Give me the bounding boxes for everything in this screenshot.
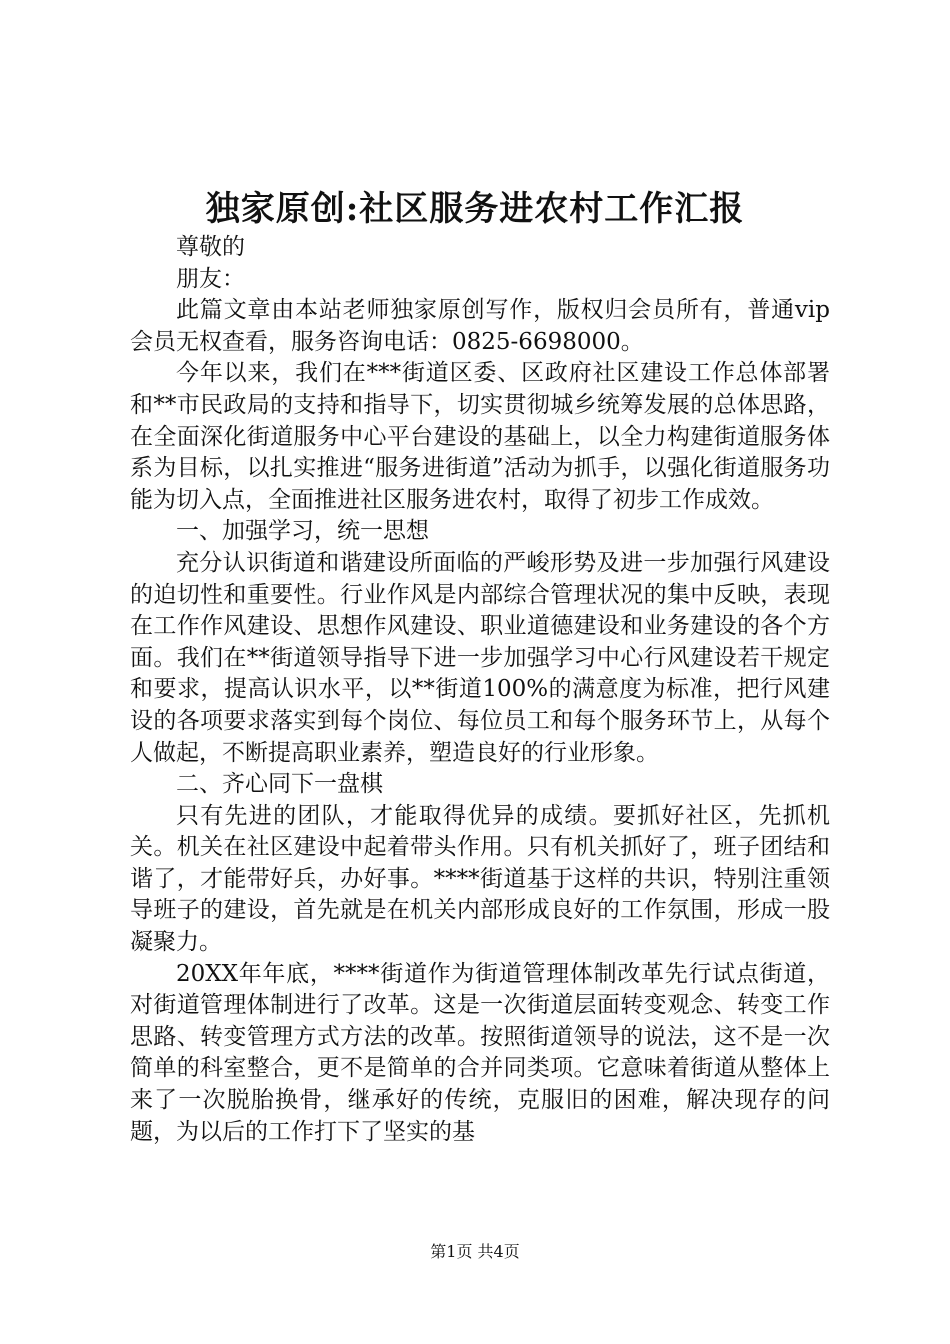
section-heading-1: 一、加强学习，统一思想 xyxy=(176,518,429,545)
section-2-paragraph: 只有先进的团队，才能取得优异的成绩。要抓好社区，先抓机关。机关在社区建设中起着带头作用。只有机关抓好了，班子团结和谐了，才能带好兵，办好事。****街道基于这样的共识，特别注重领导班子的建设，首先就是在机关内部形成良好的工作氛围，形成一股凝聚力。 xyxy=(130,802,830,956)
document-title: 独家原创:社区服务进农村工作汇报 xyxy=(205,189,745,229)
intro-paragraph: 今年以来，我们在***街道区委、区政府社区建设工作总体部署和**市民政局的支持和指导下，切实贯彻城乡统筹发展的总体思路，在全面深化街道服务中心平台建设的基础上，以全力构建街道服务体系为目标，以扎实推进“服务进街道”活动为抓手，以强化街道服务功能为切入点，全面推进社区服务进农村，取得了初步工作成效。 xyxy=(130,360,830,513)
document-body xyxy=(130,232,830,1148)
reform-paragraph: 20XX年年底，****街道作为街道管理体制改革先行试点街道，对街道管理体制进行了改革。这是一次街道层面转变观念、转变工作思路、转变管理方式方法的改革。按照街道领导的说法，这不是一次简单的科室整合，更不是简单的合并同类项。它意味着街道从整体上来了一次脱胎换骨，继承好的传统，克服旧的困难，解决现存的问题，为以后的工作打下了坚实的基 xyxy=(130,960,830,1145)
salutation-line-2: 朋友： xyxy=(176,265,245,292)
copyright-notice-paragraph: 此篇文章由本站老师独家原创写作，版权归会员所有，普通vip会员无权查看，服务咨询电话：0825-6698000。 xyxy=(130,297,830,355)
section-heading-2: 二、齐心同下一盘棋 xyxy=(176,771,383,798)
section-1-paragraph: 充分认识街道和谐建设所面临的严峻形势及进一步加强行风建设的迫切性和重要性。行业作风是内部综合管理状况的集中反映，表现在工作作风建设、思想作风建设、职业道德建设和业务建设的各个方面。我们在**街道领导指导下进一步加强学习中心行风建设若干规定和要求，提高认识水平，以**街道100%的满意度为标准，把行风建设的各项要求落实到每个岗位、每位员工和每个服务环节上，从每个人做起，不断提高职业素养，塑造良好的行业形象。 xyxy=(130,549,830,766)
page-number-footer: 第1页 共4页 xyxy=(430,1242,520,1261)
salutation-line-1: 尊敬的 xyxy=(176,234,245,260)
